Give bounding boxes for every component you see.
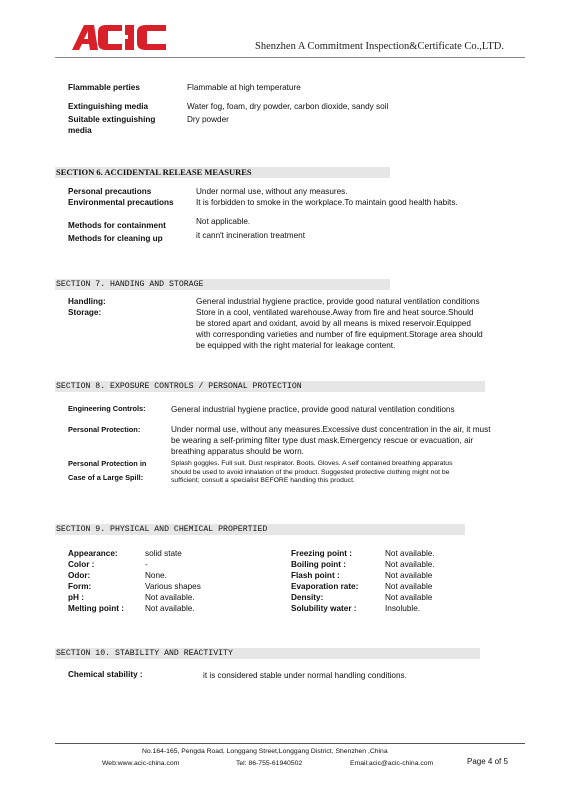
handling-storage-text: General industrial hygiene practice, provide good natural ventilation conditions Store in a cool, ventilated warehouse.Away from fire and heat source.Should be stored apart and oxidant, avoid by all means is mixed reservoir.Equipped with corresponding varieties and number of fire equipment.Storage area should be equipped with the right material for leakage content. <box>196 297 483 350</box>
footer-tel: Tel: 86-755-61940502 <box>236 760 303 767</box>
environmental-precautions-label: Environmental precautions <box>68 198 174 207</box>
header-rule <box>55 57 525 58</box>
footer-email: Email:acic@acic-china.com <box>350 760 434 767</box>
property-row: Solubility water : Insoluble. <box>291 604 421 613</box>
personal-protection-label: Personal Protection: <box>68 425 141 434</box>
property-row: Melting point : Not available. <box>68 604 195 613</box>
cleaning-label: Methods for cleaning up <box>68 234 163 243</box>
extinguishing-value: Water fog, foam, dry powder, carbon dioxide, sandy soil <box>187 102 389 111</box>
personal-protection-text: Under normal use, without any measures.Excessive dust concentration in the air, it must be wearing a self-priming filter type dust mask.Emergency rescue or evacuation, air breathing apparatus should be worn. <box>171 425 491 456</box>
property-row: Odor: None. <box>68 571 167 580</box>
section-8-header: SECTION 8. EXPOSURE CONTROLS / PERSONAL PROTECTION <box>55 381 485 392</box>
personal-precautions-label: Personal precautions <box>68 187 152 196</box>
footer-address: No.164-165, Pengda Road, Longgang Street,Longgang District, Shenzhen ,China <box>142 748 388 755</box>
footer-web: Web:www.acic-china.com <box>102 760 180 767</box>
property-row: Freezing point : Not available. <box>291 549 435 558</box>
footer-rule <box>55 743 525 744</box>
section-10-header: SECTION 10. STABILITY AND REACTIVITY <box>55 648 480 659</box>
property-row: Form: Various shapes <box>68 582 201 591</box>
page-number: Page 4 of 5 <box>467 757 508 766</box>
large-spill-text: Splash goggles. Full suit. Dust respirator. Boots. Gloves. A self contained breathing apparatus should be used to avoid inhalation of the product. Suggested protective clothing might not be sufficient; consult a specialist BEFORE handling this product. <box>171 460 453 484</box>
flammable-label: Flammable perties <box>68 83 140 92</box>
engineering-controls-label: Engineering Controls: <box>68 404 146 413</box>
property-row: Appearance: solid state <box>68 549 182 558</box>
environmental-precautions-value: It is forbidden to smoke in the workplace.To maintain good health habits. <box>196 198 458 207</box>
property-row: Flash point : Not available <box>291 571 433 580</box>
containment-value: Not applicable. <box>196 217 251 226</box>
property-row: Evaporation rate: Not available <box>291 582 433 591</box>
storage-label: Storage: <box>68 308 102 317</box>
properties-right <box>291 548 435 614</box>
properties-left <box>68 548 201 614</box>
chemical-stability-value: it is considered stable under normal handling conditions. <box>203 671 407 680</box>
section-9-header: SECTION 9. PHYSICAL AND CHEMICAL PROPERTIED <box>55 524 465 535</box>
handling-label: Handling: <box>68 297 106 306</box>
personal-precautions-value: Under normal use, without any measures. <box>196 187 348 196</box>
extinguishing-label: Extinguishing media <box>68 102 149 111</box>
suitable-value: Dry powder <box>187 115 229 124</box>
property-row: pH : Not available. <box>68 593 195 602</box>
section-7-header: SECTION 7. HANDING AND STORAGE <box>55 279 390 290</box>
cleaning-value: it cann't incineration treatment <box>196 231 305 240</box>
section-6-header: SECTION 6. ACCIDENTAL RELEASE MEASURES <box>55 167 390 178</box>
suitable-label: Suitable extinguishing media <box>68 115 156 135</box>
engineering-controls-value: General industrial hygiene practice, provide good natural ventilation conditions <box>171 405 455 414</box>
company-name: Shenzhen A Commitment Inspection&Certificate Co.,LTD. <box>255 41 504 52</box>
containment-label: Methods for containment <box>68 221 166 230</box>
property-row: Density: Not available <box>291 593 433 602</box>
acic-logo <box>70 22 170 52</box>
large-spill-label: Personal Protection in Case of a Large Spill: <box>68 459 147 482</box>
property-row: Boiling point : Not available. <box>291 560 435 569</box>
chemical-stability-label: Chemical stability : <box>68 670 143 679</box>
property-row: Color : - <box>68 560 148 569</box>
flammable-value: Flammable at high temperature <box>187 83 301 92</box>
